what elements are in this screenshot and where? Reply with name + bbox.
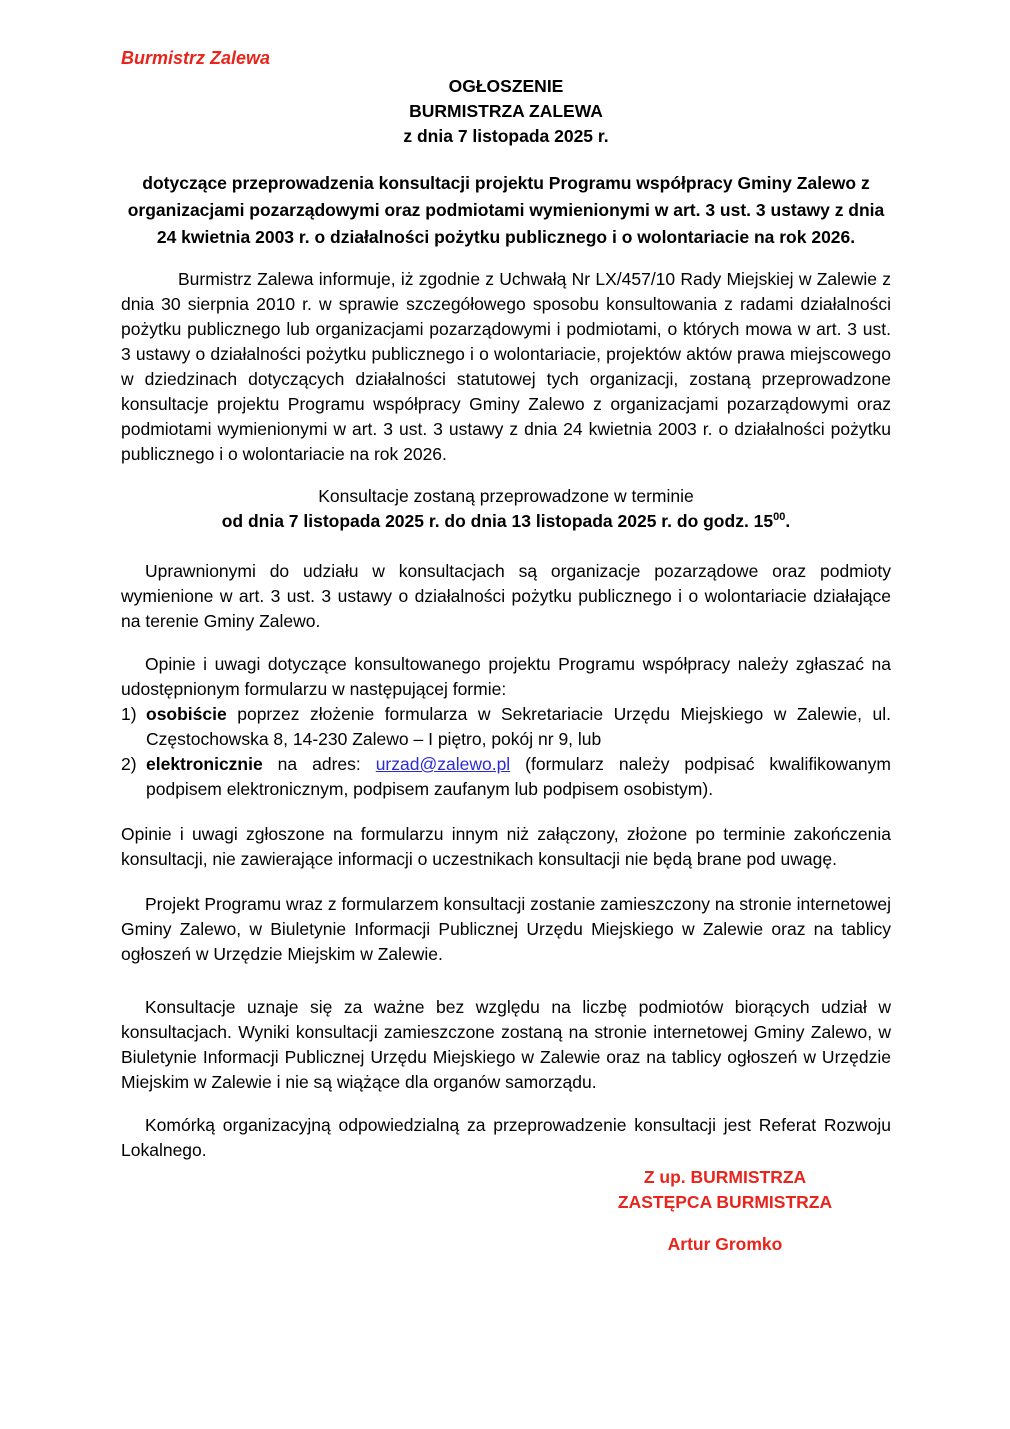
list-item-2-postlink-text: (formularz należy podpisać kwalifikowanym podpisem elektronicznym, podpisem zaufanym lub podpisem osobistym). — [146, 754, 891, 799]
email-link[interactable]: urzad@zalewo.pl — [375, 754, 511, 774]
list-number-2: 2) — [121, 754, 137, 774]
term-suffix: . — [785, 511, 791, 531]
signature-name: Artur Gromko — [667, 1234, 783, 1254]
term-line-1: Konsultacje zostaną przeprowadzone w terminie — [318, 486, 694, 506]
subject-paragraph: dotyczące przeprowadzenia konsultacji projektu Programu współpracy Gminy Zalewo z organizacjami pozarządowymi oraz podmiotami wymienionymi w art. 3 ust. 3 ustawy z dnia 24 kwietnia 2003 r. o działalności pożytku publicznego i o wolontariacie na rok 2026. — [127, 173, 885, 247]
responsible-unit-paragraph: Komórką organizacyjną odpowiedzialną za przeprowadzenie konsultacji jest Referat Rozwoju Lokalnego. — [121, 1115, 891, 1160]
sender-name: Burmistrz Zalewa — [121, 48, 271, 68]
title-block — [121, 74, 891, 149]
term-dates-text: od dnia 7 listopada 2025 r. do dnia 13 listopada 2025 r. do godz. 15 — [221, 511, 774, 531]
list-item-1-lead: osobiście — [146, 704, 227, 724]
validity-paragraph: Konsultacje uznaje się za ważne bez względu na liczbę podmiotów biorących udział w konsultacjach. Wyniki konsultacji zamieszczone zostaną na stronie internetowej Gminy Zalewo, w Biuletynie Informacji Publicznej Urzędu Miejskiego w Zalewie oraz na tablicy ogłoszeń w Urzędzie Miejskim w Zalewie i nie są wiążące dla organów samorządu. — [121, 997, 891, 1092]
list-item-2-prelink-text: na adres: — [262, 754, 376, 774]
consultation-term-block — [121, 484, 891, 534]
title-line-2: BURMISTRZA ZALEWA — [409, 101, 603, 121]
eligible-paragraph: Uprawnionymi do udziału w konsultacjach są organizacje pozarządowe oraz podmioty wymienione w art. 3 ust. 3 ustawy o działalności pożytku publicznego i o wolontariacie działające na terenie Gminy Zalewo. — [121, 561, 891, 631]
list-item-2-lead: elektronicznie — [146, 754, 263, 774]
list-number-1: 1) — [121, 704, 137, 724]
opinions-intro-paragraph: Opinie i uwagi dotyczące konsultowanego projektu Programu współpracy należy zgłaszać na udostępnionym formularzu w następującej formie: — [121, 654, 891, 699]
title-line-3: z dnia 7 listopada 2025 r. — [403, 126, 609, 146]
publication-paragraph: Projekt Programu wraz z formularzem konsultacji zostanie zamieszczony na stronie internetowej Gminy Zalewo, w Biuletynie Informacji Publicznej Urzędu Miejskiego w Zalewie oraz na tablicy ogłoszeń w Urzędzie Miejskim w Zalewie. — [121, 894, 891, 964]
term-hours-superscript: 00 — [773, 511, 786, 524]
list-item-elektronicznie — [121, 752, 891, 802]
signature-line-1: Z up. BURMISTRZA — [643, 1167, 807, 1187]
intro-paragraph: Burmistrz Zalewa informuje, iż zgodnie z Uchwałą Nr LX/457/10 Rady Miejskiej w Zalewie z dnia 30 sierpnia 2010 r. w sprawie szczegółowego sposobu konsultowania z radami działalności pożytku publicznego lub organizacjami pozarządowymi i podmiotami, o których mowa w art. 3 ust. 3 ustawy o działalności pożytku publicznego i o wolontariacie, projektów aktów prawa miejscowego w dziedzinach dotyczących działalności statutowej tych organizacji, zostaną przeprowadzone konsultacje projektu Programu współpracy Gminy Zalewo z organizacjami pozarządowymi oraz podmiotami wymienionymi w art. 3 ust. 3 ustawy z dnia 24 kwietnia 2003 r. o działalności pożytku publicznego i o wolontariacie na rok 2026. — [121, 269, 891, 464]
signature-block — [575, 1165, 875, 1257]
list-item-1-text: poprzez złożenie formularza w Sekretariacie Urzędu Miejskiego w Zalewie, ul. Częstochowska 8, 14-230 Zalewo – I piętro, pokój nr 9, lub — [146, 704, 891, 749]
late-submissions-paragraph: Opinie i uwagi zgłoszone na formularzu innym niż załączony, złożone po terminie zakończenia konsultacji, nie zawierające informacji o uczestnikach konsultacji nie będą brane pod uwagę. — [121, 824, 891, 869]
list-item-osobiscie — [121, 702, 891, 752]
signature-line-2: ZASTĘPCA BURMISTRZA — [617, 1192, 833, 1212]
term-line-2 — [121, 509, 891, 534]
title-line-1: OGŁOSZENIE — [448, 76, 564, 96]
